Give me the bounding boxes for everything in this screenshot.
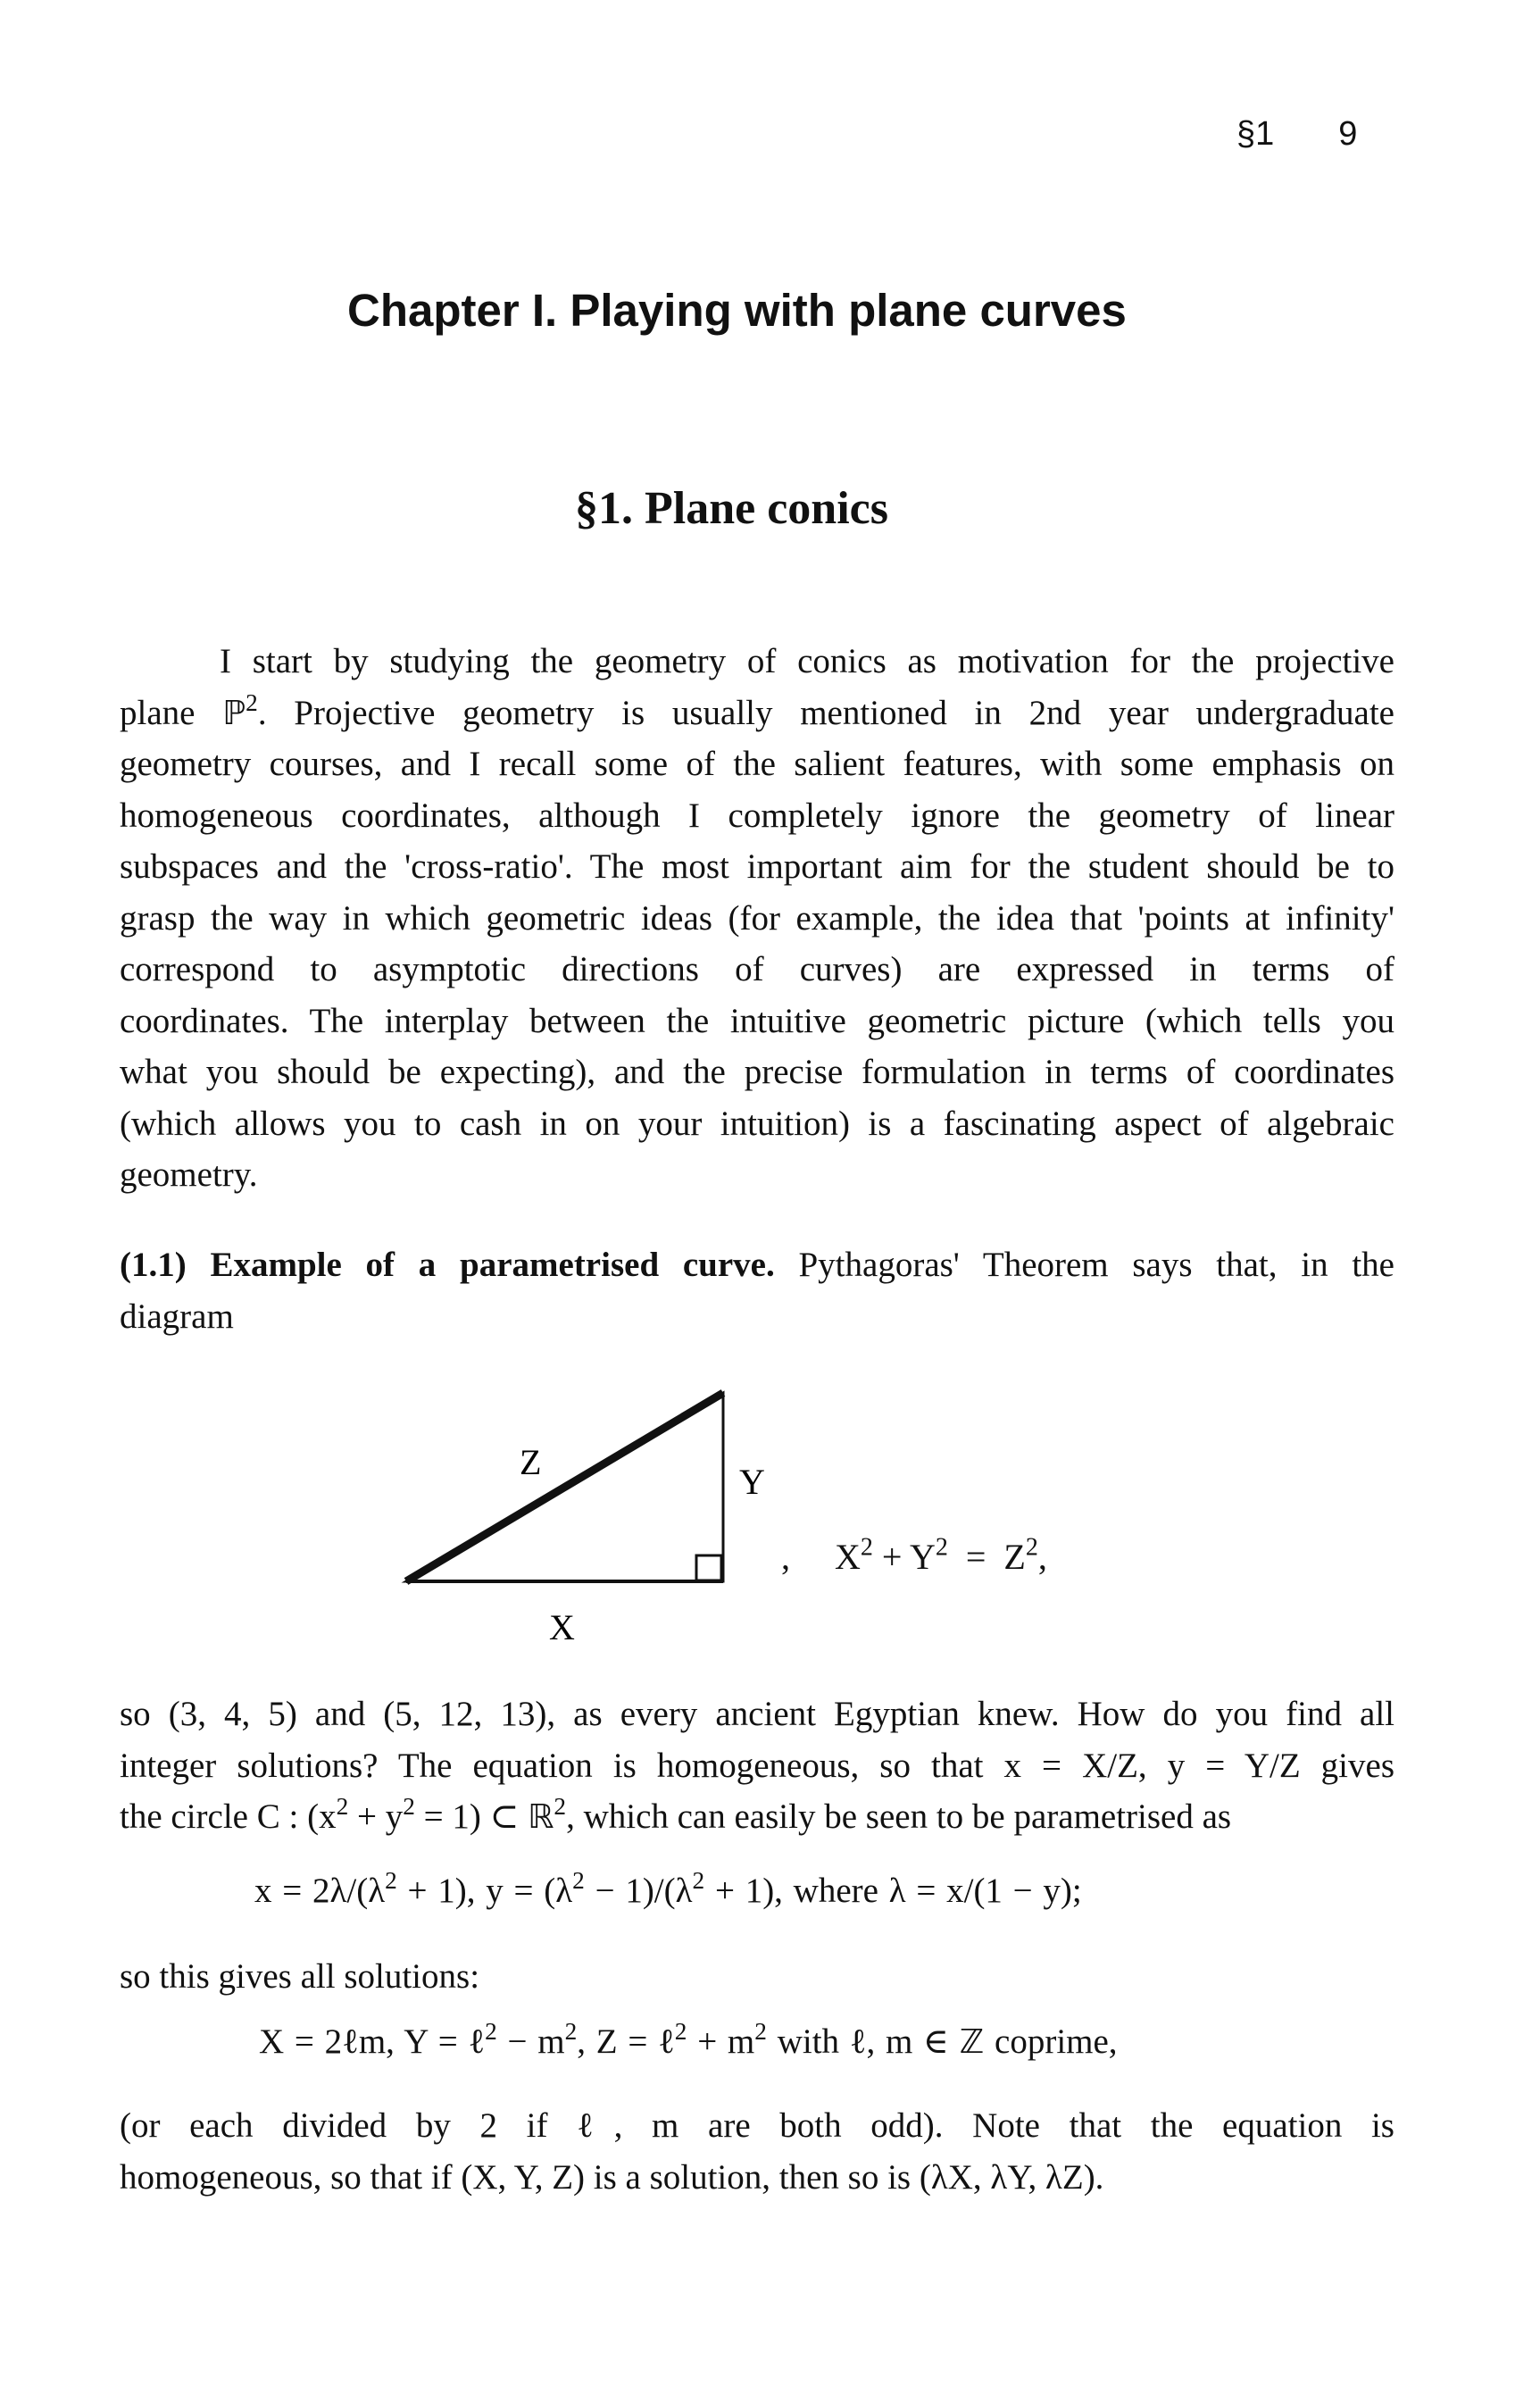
page-number: 9 [1338,115,1358,153]
right-triangle-diagram [393,1380,768,1656]
label-y: Y [739,1462,765,1502]
example-label: (1.1) Example of a parametrised curve. [120,1246,775,1284]
running-head [1236,114,1357,154]
example-line: diagram [120,1297,234,1336]
solutions-lead: so this gives all solutions: [120,1957,480,1996]
text-line: (or each divided by 2 if ℓ, m are both odd). Note that the equation is [120,2106,1394,2145]
integer-solutions-paragraph [120,1688,1394,1843]
projective-plane-symbol: ℙ [222,693,246,732]
integers-symbol: ℤ [959,2022,985,2061]
intro-line: what you should be expecting), and the precise formulation in terms of coordinates [120,1053,1394,1091]
hypotenuse-line [406,1393,723,1581]
reals-symbol: ℝ [528,1797,554,1836]
intro-paragraph [120,636,1394,1201]
text-line: so (3, 4, 5) and (5, 12, 13), as every ancient Egyptian knew. How do you find all [120,1695,1394,1733]
text-line: the circle C : $(x^2 + y^2 = 1)$ ⊂ ℝ$^2$, which can easily be seen to be parametrised as [120,1793,1232,1836]
intro-line: geometry courses, and I recall some of the salient features, with some emphasis on [120,745,1394,783]
pythagorean-triples-equation: X = 2ℓm, Y = ℓ$^2$ − $m^2$, Z = ℓ$^2$ + $m^2$ with ℓ, m ∈ ℤ coprime, [259,2018,1118,2061]
intro-line: grasp the way in which geometric ideas (for example, the idea that 'points at infinity' [120,898,1394,938]
text-line: homogeneous, so that if (X, Y, Z) is a solution, then so is (λX, λY, λZ). [120,2157,1104,2197]
text-line: integer solutions? The equation is homogeneous, so that x = X/Z, y = Y/Z gives [120,1746,1394,1785]
right-angle-marker [696,1555,721,1580]
chapter-title: Chapter I. Playing with plane curves [347,285,1127,336]
intro-line: geometry. [120,1155,258,1194]
parametrisation-equation: $x = 2\lambda/(\lambda^2 + 1)$, $y = (\lambda^2 - 1)/(\lambda^2 + 1)$, where λ = x/(1 − y); [254,1867,1082,1910]
intro-line: homogeneous coordinates, although I completely ignore the geometry of linear [120,796,1394,835]
intro-line: (which allows you to cash in on your intuition) is a fascinating aspect of algebraic [120,1104,1394,1143]
intro-line: correspond to asymptotic directions of curves) are expressed in terms of [120,950,1394,988]
label-z: Z [520,1442,542,1482]
intro-line: plane ℙ$^2$. Projective geometry is usually mentioned in 2nd year undergraduate [120,688,1394,732]
diagram-separator: , [781,1537,790,1577]
intro-line: subspaces and the 'cross-ratio'. The most important aim for the student should be to [120,847,1394,886]
label-x: X [549,1607,575,1647]
intro-line: coordinates. The interplay between the intuitive geometric picture (which tells you [120,1001,1394,1040]
final-paragraph [120,2100,1394,2203]
example-paragraph [120,1239,1394,1342]
pythagoras-equation: , $X^2 + Y^2 = Z^2$, [781,1533,1047,1577]
intro-line: I start by studying the geometry of conics as motivation for the projective [220,642,1394,680]
section-title: §1. Plane conics [575,483,888,534]
example-line: (1.1) Example of a parametrised curve. Pythagoras' Theorem says that, in the [120,1246,1394,1284]
running-head-section: §1 [1236,115,1275,153]
